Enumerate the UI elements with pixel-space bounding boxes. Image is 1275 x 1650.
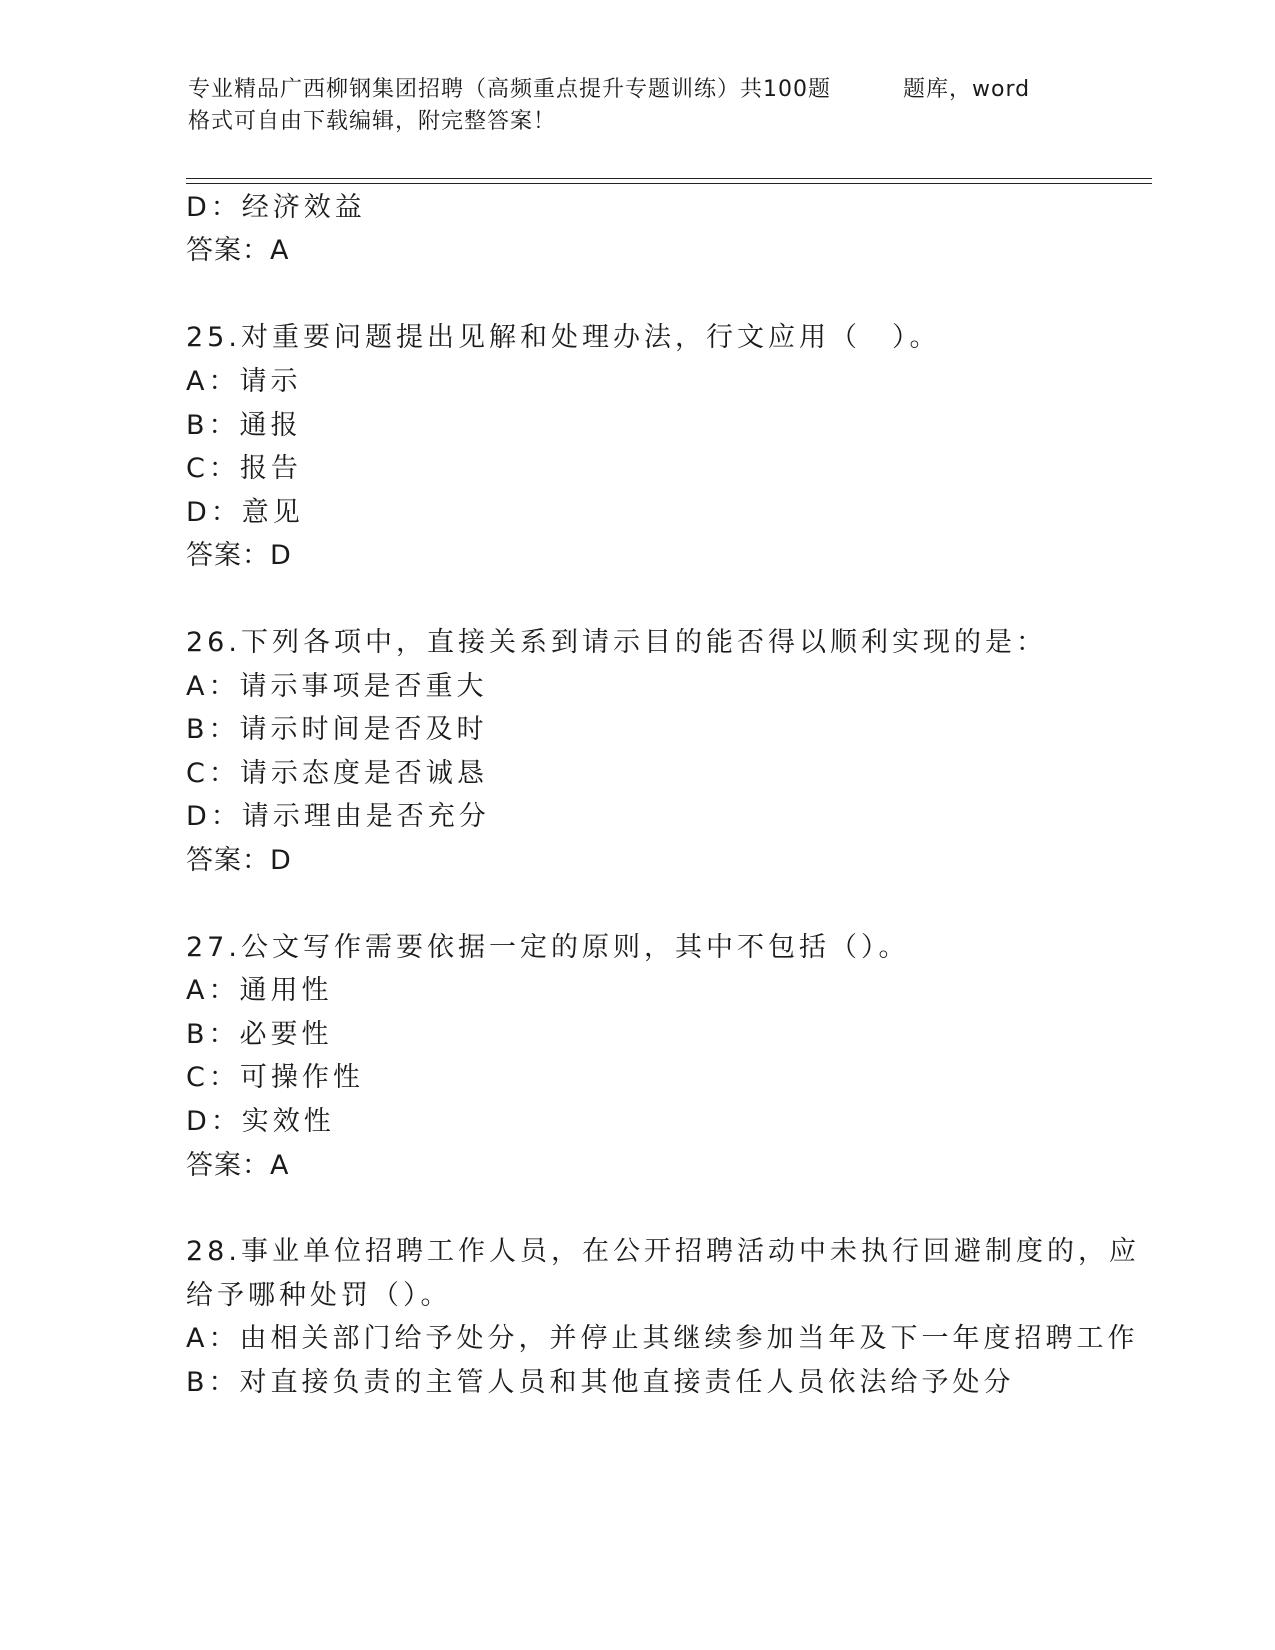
header-title-suffix: 题库，word [903,77,1031,102]
q26-option-d: D：请示理由是否充分 [186,801,490,832]
q27-question: 27.公文写作需要依据一定的原则，其中不包括（）。 [186,932,910,963]
q27-option-b: B：必要性 [186,1019,333,1050]
q24-answer: 答案：A [186,235,290,266]
header-line-1 [188,74,1088,106]
header-divider-bottom [186,183,1152,184]
header-line-2: 格式可自由下载编辑，附完整答案！ [188,109,557,134]
q27-answer: 答案：A [186,1150,290,1181]
q25-answer: 答案：D [186,540,292,571]
q28-option-a: A：由相关部门给予处分，并停止其继续参加当年及下一年度招聘工作 [186,1323,1139,1354]
q28-question-line-1: 28.事业单位招聘工作人员，在公开招聘活动中未执行回避制度的，应 [186,1236,1140,1267]
header-title: 专业精品广西柳钢集团招聘（高频重点提升专题训练）共100题 [188,77,831,102]
q25-option-a: A：请示 [186,366,302,397]
q26-option-b: B：请示时间是否及时 [186,714,488,745]
q28-option-b: B：对直接负责的主管人员和其他直接责任人员依法给予处分 [186,1367,1015,1398]
page-header [188,74,1088,138]
q26-option-a: A：请示事项是否重大 [186,671,488,702]
q27-option-d: D：实效性 [186,1106,335,1137]
q27-option-c: C：可操作性 [186,1062,364,1093]
q28-question-line-2: 给予哪种处罚（）。 [186,1280,452,1311]
q25-option-b: B：通报 [186,410,302,441]
q26-option-c: C：请示态度是否诚恳 [186,758,488,789]
q26-answer: 答案：D [186,845,292,876]
q25-option-d: D：意见 [186,497,304,528]
header-divider-top [186,178,1152,179]
q25-option-c: C：报告 [186,453,302,484]
q24-option-d: D：经济效益 [186,192,366,223]
q27-option-a: A：通用性 [186,975,333,1006]
q25-question: 25.对重要问题提出见解和处理办法，行文应用（ ）。 [186,322,941,353]
q26-question: 26.下列各项中，直接关系到请示目的能否得以顺利实现的是： [186,627,1047,658]
